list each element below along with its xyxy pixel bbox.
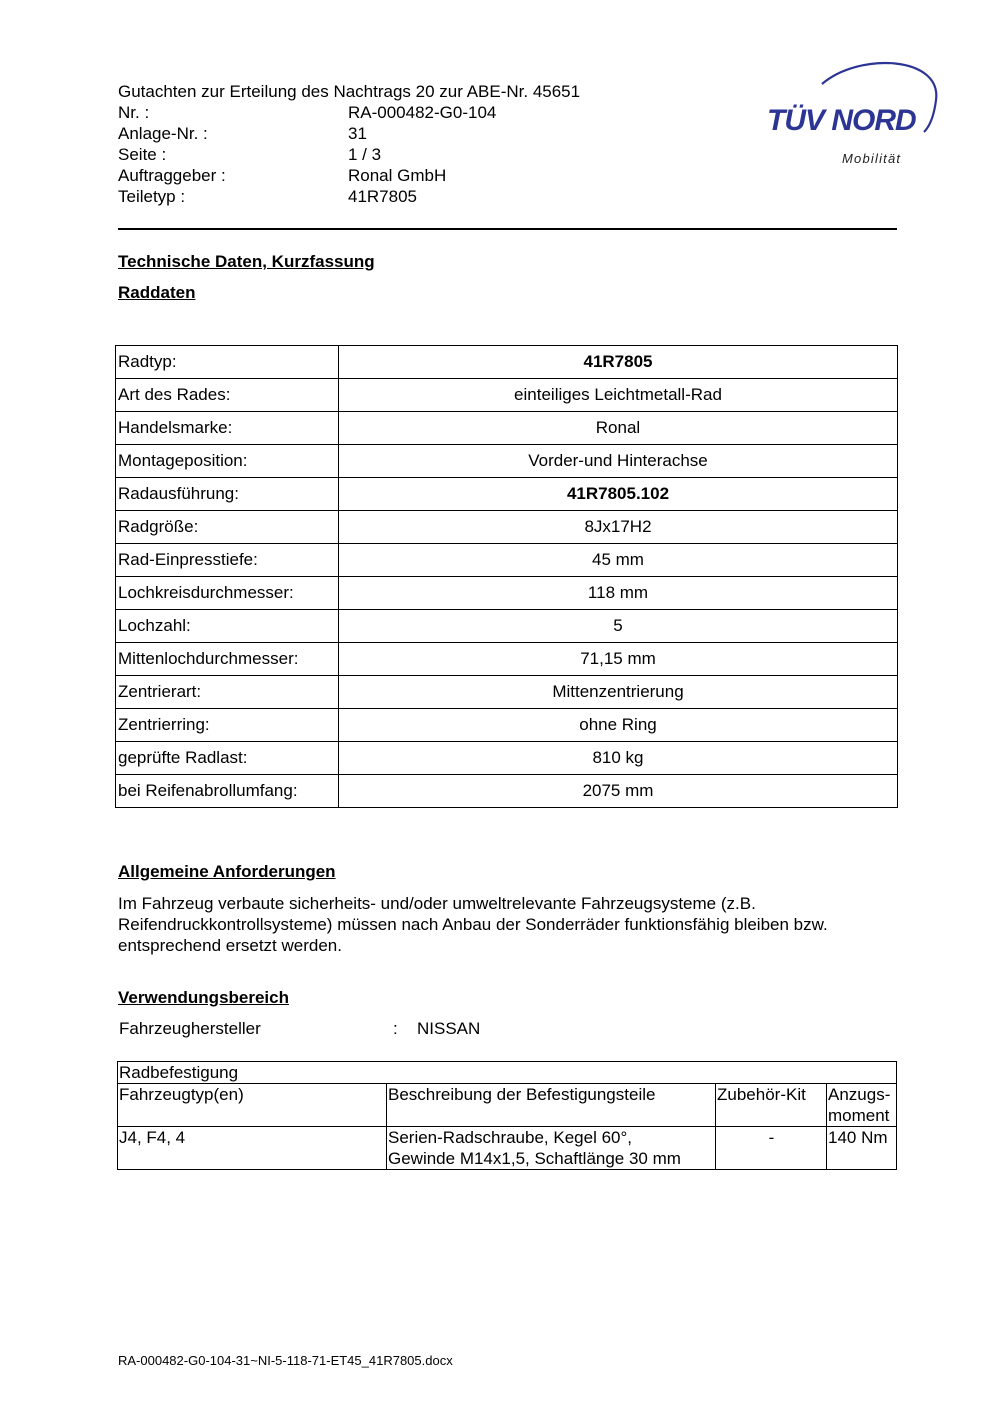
- row-label: Radausführung:: [116, 478, 339, 511]
- row-value: Ronal: [339, 412, 898, 445]
- header-value: Ronal GmbH: [348, 166, 447, 185]
- header-anzugsmoment-line1: Anzugs-: [828, 1085, 891, 1104]
- row-label: Zentrierart:: [116, 676, 339, 709]
- header-title: Gutachten zur Erteilung des Nachtrags 20 zur ABE-Nr. 45651: [118, 82, 581, 101]
- table-row: [116, 610, 898, 643]
- header-value: RA-000482-G0-104: [348, 103, 497, 122]
- header-fahrzeugtyp: Fahrzeugtyp(en): [118, 1084, 387, 1127]
- table-row: [116, 346, 898, 379]
- radbefestigung-table: [117, 1061, 897, 1170]
- row-label: Radgröße:: [116, 511, 339, 544]
- cell-beschreibung: [387, 1127, 716, 1170]
- row-label: Mittenlochdurchmesser:: [116, 643, 339, 676]
- row-label: bei Reifenabrollumfang:: [116, 775, 339, 808]
- table-row: [116, 544, 898, 577]
- row-label: Montageposition:: [116, 445, 339, 478]
- cell-fahrzeugtyp: J4, F4, 4: [118, 1127, 387, 1170]
- cell-beschreibung-line1: Serien-Radschraube, Kegel 60°,: [388, 1128, 633, 1147]
- header-value: 1 / 3: [348, 145, 382, 164]
- cell-beschreibung-line2: Gewinde M14x1,5, Schaftlänge 30 mm: [388, 1149, 681, 1168]
- header-label: Nr. :: [118, 103, 150, 122]
- header-row-anlage: [118, 123, 580, 144]
- header-row-teiletyp: [118, 186, 580, 207]
- row-label: geprüfte Radlast:: [116, 742, 339, 775]
- heading-allgemeine-anforderungen: Allgemeine Anforderungen: [118, 862, 336, 881]
- table-header-row: [118, 1084, 897, 1127]
- row-value: 118 mm: [339, 577, 898, 610]
- header-value: 41R7805: [348, 187, 418, 206]
- header-zubehoer-kit: Zubehör-Kit: [716, 1084, 827, 1127]
- header-row-seite: [118, 144, 580, 165]
- oem-label: Fahrzeughersteller: [119, 1019, 261, 1038]
- header-row-nr: [118, 102, 580, 123]
- cell-zubehoer-kit: -: [716, 1127, 827, 1170]
- logo-subtitle: Mobilität: [842, 151, 902, 166]
- document-header: [118, 81, 580, 207]
- table-row: [116, 412, 898, 445]
- heading-verwendungsbereich: Verwendungsbereich: [118, 988, 289, 1007]
- tuv-nord-logo: [764, 56, 944, 172]
- row-value: 8Jx17H2: [339, 511, 898, 544]
- table-row: [116, 643, 898, 676]
- raddaten-table: [115, 345, 898, 808]
- heading-technische-daten: Technische Daten, Kurzfassung: [118, 252, 375, 271]
- table-row: [116, 379, 898, 412]
- table-title-row: [118, 1062, 897, 1084]
- table-row: [116, 775, 898, 808]
- row-value: 5: [339, 610, 898, 643]
- oem-value: NISSAN: [417, 1019, 481, 1038]
- row-value: Vorder-und Hinterachse: [339, 445, 898, 478]
- row-label: Rad-Einpresstiefe:: [116, 544, 339, 577]
- table-row: [116, 511, 898, 544]
- row-label: Handelsmarke:: [116, 412, 339, 445]
- table-row: [116, 676, 898, 709]
- header-value: 31: [348, 124, 367, 143]
- table-row: [116, 709, 898, 742]
- footer-filename: RA-000482-G0-104-31~NI-5-118-71-ET45_41R7805.docx: [118, 1353, 453, 1368]
- row-label: Zentrierring:: [116, 709, 339, 742]
- table-row: [116, 742, 898, 775]
- oem-colon: :: [393, 1019, 398, 1038]
- row-value: 45 mm: [339, 544, 898, 577]
- row-value: 2075 mm: [339, 775, 898, 808]
- row-value: 41R7805: [339, 346, 898, 379]
- allgemeine-anforderungen-text: [118, 893, 908, 956]
- table-row: [116, 478, 898, 511]
- header-label: Auftraggeber :: [118, 166, 226, 185]
- header-label: Anlage-Nr. :: [118, 124, 208, 143]
- row-label: Radtyp:: [116, 346, 339, 379]
- row-value: Mittenzentrierung: [339, 676, 898, 709]
- table-row: [118, 1127, 897, 1170]
- header-divider: [118, 228, 897, 230]
- paragraph-line: Im Fahrzeug verbaute sicherheits- und/oder umweltrelevante Fahrzeugsysteme (z.B.: [118, 894, 756, 913]
- header-anzugsmoment: [827, 1084, 897, 1127]
- row-value: ohne Ring: [339, 709, 898, 742]
- header-row-auftraggeber: [118, 165, 580, 186]
- row-value: 41R7805.102: [339, 478, 898, 511]
- row-label: Lochkreisdurchmesser:: [116, 577, 339, 610]
- header-anzugsmoment-line2: moment: [828, 1106, 890, 1125]
- row-label: Art des Rades:: [116, 379, 339, 412]
- logo-brand: TÜV NORD: [767, 104, 916, 137]
- heading-raddaten: Raddaten: [118, 283, 196, 302]
- table-row: [116, 577, 898, 610]
- paragraph-line: Reifendruckkontrollsysteme) müssen nach Anbau der Sonderräder funktionsfähig bleiben bzw.: [118, 915, 828, 934]
- cell-anzugsmoment: 140 Nm: [827, 1127, 897, 1170]
- paragraph-line: entsprechend ersetzt werden.: [118, 936, 342, 955]
- table-title: Radbefestigung: [118, 1062, 897, 1084]
- row-label: Lochzahl:: [116, 610, 339, 643]
- header-label: Teiletyp :: [118, 187, 186, 206]
- header-label: Seite :: [118, 145, 167, 164]
- fahrzeughersteller-row: [119, 1019, 480, 1039]
- row-value: 810 kg: [339, 742, 898, 775]
- row-value: einteiliges Leichtmetall-Rad: [339, 379, 898, 412]
- table-row: [116, 445, 898, 478]
- row-value: 71,15 mm: [339, 643, 898, 676]
- header-beschreibung: Beschreibung der Befestigungsteile: [387, 1084, 716, 1127]
